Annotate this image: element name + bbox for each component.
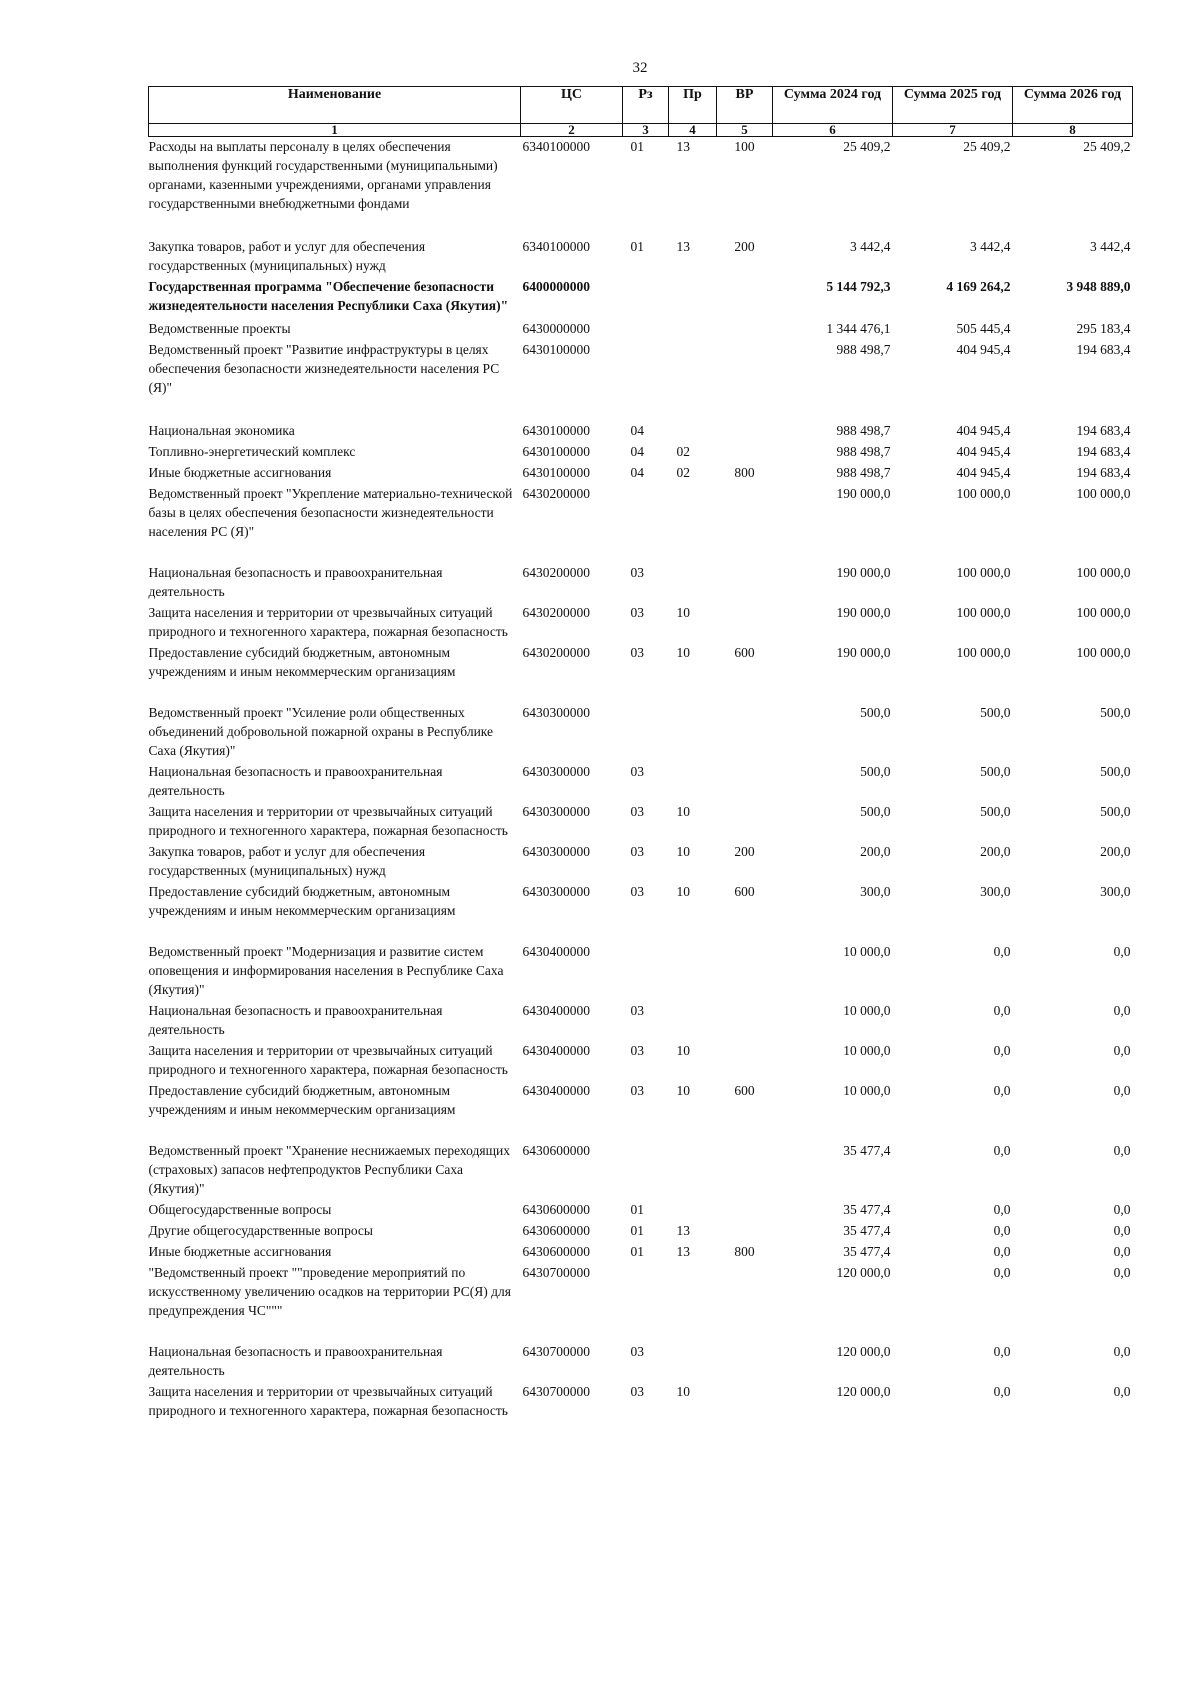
- row-sum-2024: 35 477,4: [843, 1244, 891, 1259]
- row-name: Предоставление субсидий бюджетным, автономным учреждениям и иным некоммерческим организациям: [148, 1083, 456, 1117]
- row-sum-2025: 4 169 264,2: [946, 279, 1011, 294]
- header-rz: Рз: [623, 87, 669, 124]
- table-row: [149, 641, 1133, 701]
- row-sum-2024: 988 498,7: [836, 444, 891, 459]
- row-vr: 200: [734, 844, 755, 859]
- row-vr: [717, 419, 773, 440]
- row-pr: 13: [676, 139, 690, 154]
- row-rz: 03: [630, 1003, 644, 1018]
- header-cs: ЦС: [521, 87, 623, 124]
- row-sum-2026: 0,0: [1113, 1003, 1131, 1018]
- row-name: Защита населения и территории от чрезвычайных ситуаций природного и техногенного характера, пожарная безопасность: [148, 1384, 508, 1418]
- row-cs: 6430100000: [522, 342, 590, 357]
- row-pr: 10: [676, 605, 690, 620]
- row-cs: 6430600000: [522, 1202, 590, 1217]
- row-cs: 6430400000: [522, 1043, 590, 1058]
- row-name: "Ведомственный проект ""проведение мероприятий по искусственному увеличению осадков на территории РС(Я) для предупреждения ЧС""": [148, 1265, 511, 1318]
- row-sum-2024: 190 000,0: [836, 645, 891, 660]
- page-number: 32: [632, 60, 648, 76]
- row-cs: 6430400000: [522, 1083, 590, 1098]
- row-vr: [717, 1340, 773, 1380]
- row-pr: [669, 419, 717, 440]
- row-pr: [669, 561, 717, 601]
- row-name: Общегосударственные вопросы: [148, 1202, 332, 1217]
- row-sum-2026: 500,0: [1100, 705, 1131, 720]
- row-vr: [717, 1139, 773, 1198]
- row-cs: 6400000000: [522, 279, 590, 294]
- row-pr: 02: [676, 444, 690, 459]
- row-cs: 6430700000: [522, 1344, 590, 1359]
- row-sum-2026: 194 683,4: [1076, 342, 1131, 357]
- table-row: [149, 1079, 1133, 1139]
- row-sum-2025: 404 945,4: [956, 444, 1011, 459]
- table-row: [149, 1261, 1133, 1340]
- row-pr: [669, 701, 717, 760]
- table-row: [149, 1198, 1133, 1219]
- row-sum-2026: 0,0: [1113, 1223, 1131, 1238]
- table-row: [149, 482, 1133, 561]
- column-number: 4: [669, 124, 717, 137]
- row-pr: [669, 999, 717, 1039]
- row-vr: [717, 440, 773, 461]
- row-vr: [717, 701, 773, 760]
- row-sum-2025: 0,0: [993, 1223, 1011, 1238]
- row-name: Государственная программа "Обеспечение безопасности жизнедеятельности населения Республики Саха (Якутия)": [148, 279, 509, 313]
- table-row: [149, 840, 1133, 880]
- row-sum-2026: 0,0: [1113, 1043, 1131, 1058]
- row-sum-2025: 300,0: [980, 884, 1011, 899]
- row-pr: [669, 482, 717, 561]
- table-row: [149, 1039, 1133, 1079]
- row-name: Ведомственные проекты: [148, 321, 291, 336]
- row-rz: 01: [630, 139, 644, 154]
- row-name: Защита населения и территории от чрезвычайных ситуаций природного и техногенного характера, пожарная безопасность: [148, 804, 508, 838]
- table-row: [149, 461, 1133, 482]
- row-sum-2024: 988 498,7: [836, 423, 891, 438]
- row-sum-2026: 194 683,4: [1076, 444, 1131, 459]
- row-vr: [717, 275, 773, 317]
- row-sum-2024: 120 000,0: [836, 1384, 891, 1399]
- row-cs: 6430000000: [522, 321, 590, 336]
- row-rz: 03: [630, 605, 644, 620]
- row-rz: 03: [630, 645, 644, 660]
- row-pr: 10: [676, 804, 690, 819]
- row-pr: 10: [676, 884, 690, 899]
- row-cs: 6430100000: [522, 444, 590, 459]
- row-sum-2025: 0,0: [993, 1043, 1011, 1058]
- row-rz: 04: [630, 423, 644, 438]
- row-pr: 10: [676, 645, 690, 660]
- row-sum-2024: 35 477,4: [843, 1143, 891, 1158]
- row-sum-2024: 3 442,4: [850, 239, 891, 254]
- row-vr: [717, 1198, 773, 1219]
- row-cs: 6430200000: [522, 486, 590, 501]
- row-cs: 6430300000: [522, 764, 590, 779]
- table-row: [149, 561, 1133, 601]
- row-cs: 6430100000: [522, 465, 590, 480]
- row-vr: [717, 940, 773, 999]
- row-sum-2026: 100 000,0: [1076, 645, 1131, 660]
- header-pr: Пр: [669, 87, 717, 124]
- row-cs: 6340100000: [522, 239, 590, 254]
- table-row: [149, 601, 1133, 641]
- table-row: [149, 338, 1133, 419]
- row-cs: 6430100000: [522, 423, 590, 438]
- row-sum-2024: 120 000,0: [836, 1344, 891, 1359]
- table-row: [149, 317, 1133, 338]
- row-cs: 6430400000: [522, 944, 590, 959]
- row-rz: 03: [630, 844, 644, 859]
- row-sum-2026: 500,0: [1100, 804, 1131, 819]
- row-rz: 03: [630, 1344, 644, 1359]
- row-sum-2026: 100 000,0: [1076, 565, 1131, 580]
- header-sum-2026: Сумма 2026 год: [1013, 87, 1133, 124]
- header-name: Наименование: [149, 87, 521, 124]
- row-sum-2024: 1 344 476,1: [826, 321, 891, 336]
- row-sum-2024: 25 409,2: [843, 139, 891, 154]
- row-sum-2024: 35 477,4: [843, 1223, 891, 1238]
- row-rz: 03: [630, 764, 644, 779]
- header-row: [149, 87, 1133, 124]
- row-rz: 03: [630, 804, 644, 819]
- row-name: Закупка товаров, работ и услуг для обеспечения государственных (муниципальных) нужд: [148, 239, 426, 273]
- table-row: [149, 800, 1133, 840]
- row-sum-2024: 500,0: [860, 705, 891, 720]
- row-rz: [623, 275, 669, 317]
- row-sum-2026: 295 183,4: [1076, 321, 1131, 336]
- row-sum-2024: 5 144 792,3: [826, 279, 891, 294]
- row-pr: [669, 338, 717, 419]
- row-sum-2024: 10 000,0: [843, 1083, 891, 1098]
- row-sum-2024: 190 000,0: [836, 605, 891, 620]
- table-row: [149, 440, 1133, 461]
- row-sum-2026: 0,0: [1113, 1244, 1131, 1259]
- row-pr: 10: [676, 844, 690, 859]
- row-name: Национальная безопасность и правоохранительная деятельность: [148, 565, 443, 599]
- row-vr: [717, 760, 773, 800]
- table-row: [149, 1340, 1133, 1380]
- row-pr: 13: [676, 1223, 690, 1238]
- row-name: Закупка товаров, работ и услуг для обеспечения государственных (муниципальных) нужд: [148, 844, 426, 878]
- row-sum-2024: 300,0: [860, 884, 891, 899]
- row-cs: 6430300000: [522, 804, 590, 819]
- row-name: Ведомственный проект "Модернизация и развитие систем оповещения и информирования населения в Республике Саха (Якутия)": [148, 944, 504, 997]
- row-name: Ведомственный проект "Усиление роли общественных объединений добровольной пожарной охраны в Республике Саха (Якутия)": [148, 705, 494, 758]
- row-cs: 6340100000: [522, 139, 590, 154]
- row-sum-2024: 200,0: [860, 844, 891, 859]
- row-rz: 01: [630, 1223, 644, 1238]
- row-sum-2024: 120 000,0: [836, 1265, 891, 1280]
- column-number: 3: [623, 124, 669, 137]
- row-name: Ведомственный проект "Укрепление материально-технической базы в целях обеспечения безопасности жизнедеятельности населения РС (Я)": [148, 486, 513, 539]
- row-sum-2024: 35 477,4: [843, 1202, 891, 1217]
- row-pr: 13: [676, 239, 690, 254]
- row-name: Расходы на выплаты персоналу в целях обеспечения выполнения функций государственными (муниципальными) органами, казенными учреждениями, органами управления государственными внебюджетными фондами: [148, 139, 498, 211]
- column-number: 6: [773, 124, 893, 137]
- row-name: Национальная безопасность и правоохранительная деятельность: [148, 1344, 443, 1378]
- row-sum-2025: 3 442,4: [970, 239, 1011, 254]
- row-vr: 600: [734, 884, 755, 899]
- row-vr: 600: [734, 1083, 755, 1098]
- row-sum-2025: 500,0: [980, 764, 1011, 779]
- row-cs: 6430200000: [522, 565, 590, 580]
- row-sum-2026: 0,0: [1113, 1265, 1131, 1280]
- row-sum-2026: 300,0: [1100, 884, 1131, 899]
- row-sum-2026: 0,0: [1113, 1083, 1131, 1098]
- row-sum-2025: 404 945,4: [956, 465, 1011, 480]
- table-row: [149, 940, 1133, 999]
- row-vr: [717, 1039, 773, 1079]
- table-row: [149, 1240, 1133, 1261]
- row-pr: [669, 940, 717, 999]
- table-row: [149, 1139, 1133, 1198]
- row-vr: 800: [734, 465, 755, 480]
- row-sum-2025: 0,0: [993, 944, 1011, 959]
- header-sum-2024: Сумма 2024 год: [773, 87, 893, 124]
- row-name: Предоставление субсидий бюджетным, автономным учреждениям и иным некоммерческим организациям: [148, 645, 456, 679]
- row-sum-2025: 100 000,0: [956, 486, 1011, 501]
- row-rz: 03: [630, 1043, 644, 1058]
- row-rz: [623, 338, 669, 419]
- row-sum-2024: 988 498,7: [836, 342, 891, 357]
- row-name: Иные бюджетные ассигнования: [148, 1244, 332, 1259]
- row-vr: [717, 561, 773, 601]
- row-sum-2026: 100 000,0: [1076, 605, 1131, 620]
- row-pr: [669, 317, 717, 338]
- row-sum-2024: 10 000,0: [843, 1043, 891, 1058]
- row-vr: [717, 338, 773, 419]
- column-number: 7: [893, 124, 1013, 137]
- row-name: Топливно-энергетический комплекс: [148, 444, 356, 459]
- table-row: [149, 275, 1133, 317]
- row-vr: [717, 999, 773, 1039]
- row-sum-2024: 500,0: [860, 804, 891, 819]
- row-cs: 6430300000: [522, 844, 590, 859]
- budget-table: [148, 86, 1133, 1420]
- table-row: [149, 235, 1133, 275]
- row-cs: 6430600000: [522, 1143, 590, 1158]
- row-sum-2025: 0,0: [993, 1143, 1011, 1158]
- row-sum-2026: 0,0: [1113, 944, 1131, 959]
- row-sum-2025: 404 945,4: [956, 342, 1011, 357]
- row-sum-2024: 190 000,0: [836, 565, 891, 580]
- row-vr: [717, 800, 773, 840]
- row-rz: [623, 1139, 669, 1198]
- row-sum-2025: 0,0: [993, 1083, 1011, 1098]
- row-rz: 03: [630, 1384, 644, 1399]
- row-rz: [623, 317, 669, 338]
- row-name: Национальная экономика: [148, 423, 295, 438]
- row-sum-2026: 194 683,4: [1076, 423, 1131, 438]
- table-row: [149, 701, 1133, 760]
- row-sum-2026: 100 000,0: [1076, 486, 1131, 501]
- row-name: Ведомственный проект "Хранение неснижаемых переходящих (страховых) запасов нефтепродуктов Республики Саха (Якутия)": [148, 1143, 510, 1196]
- row-pr: [669, 1340, 717, 1380]
- row-pr: 10: [676, 1083, 690, 1098]
- row-rz: 03: [630, 884, 644, 899]
- row-pr: 10: [676, 1384, 690, 1399]
- row-rz: [623, 701, 669, 760]
- row-rz: 01: [630, 1244, 644, 1259]
- row-sum-2025: 25 409,2: [963, 139, 1011, 154]
- row-rz: 04: [630, 465, 644, 480]
- row-name: Иные бюджетные ассигнования: [148, 465, 332, 480]
- budget-table-container: [148, 86, 1133, 1420]
- table-row: [149, 137, 1133, 236]
- row-vr: [717, 601, 773, 641]
- row-rz: 03: [630, 565, 644, 580]
- row-cs: 6430600000: [522, 1244, 590, 1259]
- row-sum-2025: 404 945,4: [956, 423, 1011, 438]
- row-sum-2025: 0,0: [993, 1265, 1011, 1280]
- row-cs: 6430200000: [522, 645, 590, 660]
- row-rz: [623, 1261, 669, 1340]
- row-name: Национальная безопасность и правоохранительная деятельность: [148, 1003, 443, 1037]
- row-sum-2026: 3 948 889,0: [1066, 279, 1131, 294]
- row-cs: 6430200000: [522, 605, 590, 620]
- column-number: 2: [521, 124, 623, 137]
- row-sum-2025: 505 445,4: [956, 321, 1011, 336]
- row-cs: 6430300000: [522, 705, 590, 720]
- header-vr: ВР: [717, 87, 773, 124]
- row-pr: [669, 1198, 717, 1219]
- row-sum-2024: 988 498,7: [836, 465, 891, 480]
- row-cs: 6430600000: [522, 1223, 590, 1238]
- row-sum-2025: 200,0: [980, 844, 1011, 859]
- row-sum-2026: 0,0: [1113, 1143, 1131, 1158]
- row-rz: 01: [630, 1202, 644, 1217]
- row-sum-2024: 10 000,0: [843, 944, 891, 959]
- table-row: [149, 880, 1133, 940]
- row-pr: [669, 275, 717, 317]
- row-vr: 600: [734, 645, 755, 660]
- row-rz: [623, 940, 669, 999]
- row-cs: 6430700000: [522, 1265, 590, 1280]
- row-name: Предоставление субсидий бюджетным, автономным учреждениям и иным некоммерческим организациям: [148, 884, 456, 918]
- row-sum-2026: 0,0: [1113, 1344, 1131, 1359]
- row-vr: [717, 317, 773, 338]
- row-rz: 01: [630, 239, 644, 254]
- row-sum-2026: 25 409,2: [1083, 139, 1131, 154]
- header-sum-2025: Сумма 2025 год: [893, 87, 1013, 124]
- row-rz: 04: [630, 444, 644, 459]
- table-row: [149, 1380, 1133, 1420]
- table-row: [149, 999, 1133, 1039]
- row-vr: [717, 1380, 773, 1420]
- table-body: [149, 137, 1133, 1421]
- row-cs: 6430700000: [522, 1384, 590, 1399]
- row-rz: 03: [630, 1083, 644, 1098]
- table-row: [149, 760, 1133, 800]
- column-number: 1: [149, 124, 521, 137]
- row-sum-2025: 500,0: [980, 705, 1011, 720]
- column-number: 5: [717, 124, 773, 137]
- row-sum-2025: 100 000,0: [956, 565, 1011, 580]
- row-sum-2025: 0,0: [993, 1003, 1011, 1018]
- row-sum-2026: 0,0: [1113, 1384, 1131, 1399]
- row-vr: [717, 482, 773, 561]
- row-sum-2025: 500,0: [980, 804, 1011, 819]
- row-name: Ведомственный проект "Развитие инфраструктуры в целях обеспечения безопасности жизнедеятельности населения РС (Я)": [148, 342, 500, 395]
- row-cs: 6430400000: [522, 1003, 590, 1018]
- row-sum-2026: 200,0: [1100, 844, 1131, 859]
- row-sum-2025: 0,0: [993, 1244, 1011, 1259]
- row-name: Защита населения и территории от чрезвычайных ситуаций природного и техногенного характера, пожарная безопасность: [148, 1043, 508, 1077]
- row-sum-2025: 0,0: [993, 1344, 1011, 1359]
- column-number: 8: [1013, 124, 1133, 137]
- row-vr: [717, 1261, 773, 1340]
- row-sum-2025: 0,0: [993, 1384, 1011, 1399]
- row-sum-2026: 3 442,4: [1090, 239, 1131, 254]
- row-sum-2024: 500,0: [860, 764, 891, 779]
- table-row: [149, 419, 1133, 440]
- row-sum-2025: 0,0: [993, 1202, 1011, 1217]
- row-sum-2026: 194 683,4: [1076, 465, 1131, 480]
- row-name: Национальная безопасность и правоохранительная деятельность: [148, 764, 443, 798]
- table-row: [149, 1219, 1133, 1240]
- row-sum-2024: 190 000,0: [836, 486, 891, 501]
- row-sum-2025: 100 000,0: [956, 605, 1011, 620]
- row-cs: 6430300000: [522, 884, 590, 899]
- row-rz: [623, 482, 669, 561]
- row-pr: 13: [676, 1244, 690, 1259]
- row-sum-2024: 10 000,0: [843, 1003, 891, 1018]
- row-pr: [669, 760, 717, 800]
- row-vr: 100: [734, 139, 755, 154]
- row-name: Другие общегосударственные вопросы: [148, 1223, 373, 1238]
- row-vr: 800: [734, 1244, 755, 1259]
- column-number-row: [149, 124, 1133, 137]
- row-sum-2026: 500,0: [1100, 764, 1131, 779]
- row-sum-2026: 0,0: [1113, 1202, 1131, 1217]
- row-pr: 10: [676, 1043, 690, 1058]
- row-pr: [669, 1261, 717, 1340]
- row-pr: 02: [676, 465, 690, 480]
- row-vr: [717, 1219, 773, 1240]
- row-pr: [669, 1139, 717, 1198]
- row-vr: 200: [734, 239, 755, 254]
- row-name: Защита населения и территории от чрезвычайных ситуаций природного и техногенного характера, пожарная безопасность: [148, 605, 508, 639]
- row-sum-2025: 100 000,0: [956, 645, 1011, 660]
